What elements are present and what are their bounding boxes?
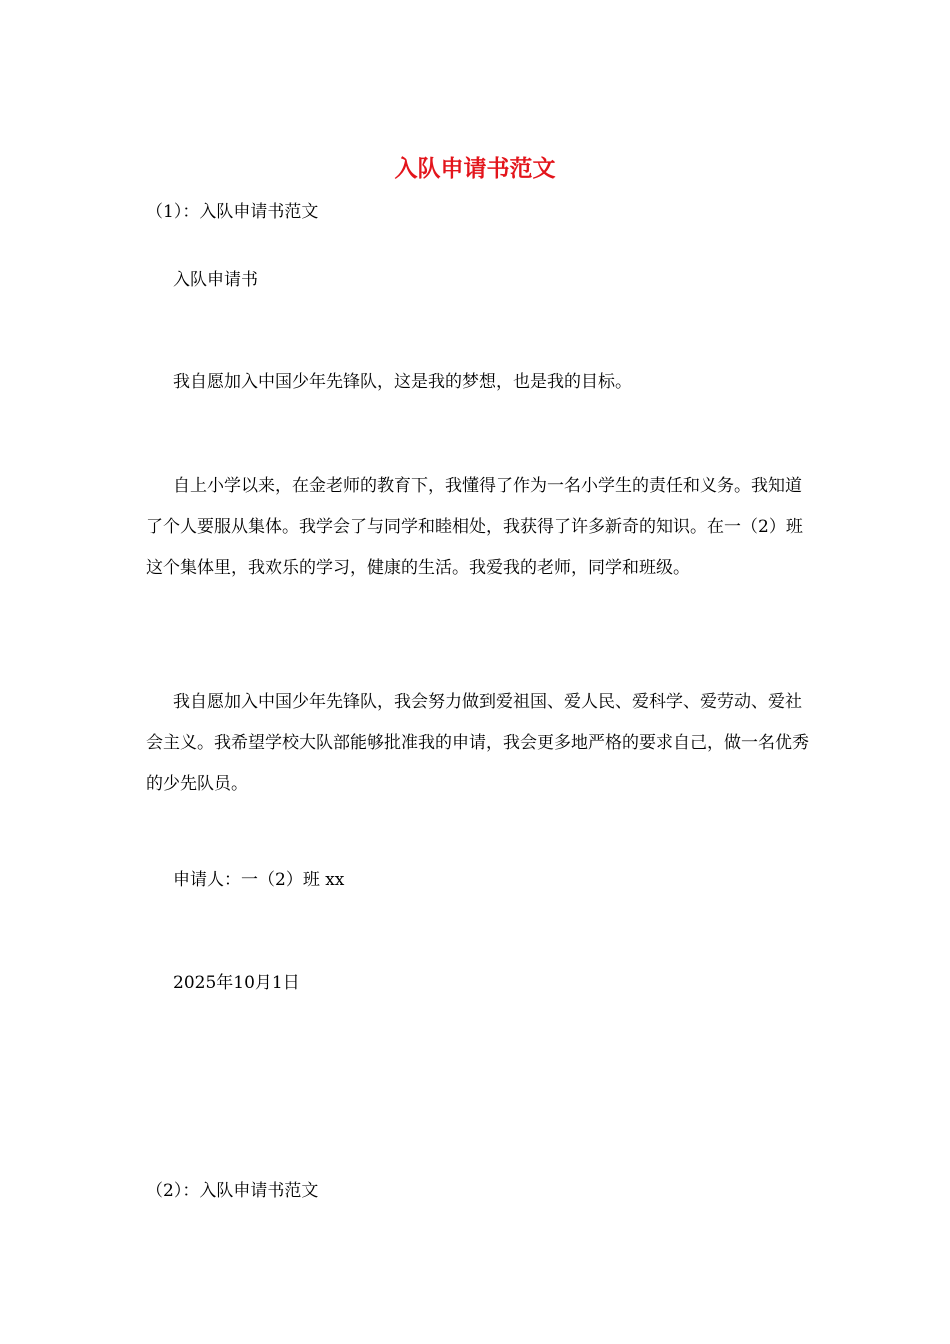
date-line: 2025年10月1日 (173, 973, 300, 993)
paragraph-1: 我自愿加入中国少年先锋队，这是我的梦想，也是我的目标。 (173, 372, 632, 392)
section-1-label: （1）：入队申请书范文 (146, 202, 319, 222)
section-2-label: （2）：入队申请书范文 (146, 1181, 319, 1201)
paragraph-3: 我自愿加入中国少年先锋队，我会努力做到爱祖国、爱人民、爱科学、爱劳动、爱社会主义。我希望学校大队部能够批准我的申请，我会更多地严格的要求自己，做一名优秀的少先队员。 (146, 692, 809, 794)
paragraph-2: 自上小学以来，在金老师的教育下，我懂得了作为一名小学生的责任和义务。我知道了个人要服从集体。我学会了与同学和睦相处，我获得了许多新奇的知识。在一（2）班这个集体里，我欢乐的学习，健康的生活。我爱我的老师，同学和班级。 (146, 476, 803, 578)
applicant-line: 申请人：一（2）班 xx (173, 870, 345, 890)
document-title: 入队申请书范文 (394, 155, 556, 182)
letter-heading: 入队申请书 (173, 270, 258, 290)
